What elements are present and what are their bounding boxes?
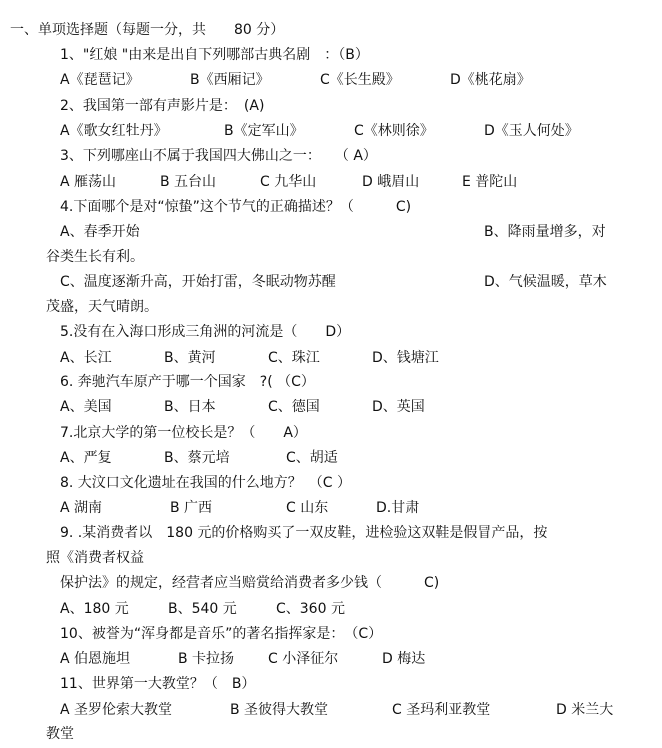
- option-b: B、蔡元培: [164, 450, 230, 466]
- option-d: D、气候温暖，草木: [484, 274, 607, 290]
- option-b: B《西厢记》: [190, 72, 270, 88]
- question-3-stem: 3、下列哪座山不属于我国四大佛山之一： （ A）: [60, 148, 377, 164]
- option-d: D 峨眉山: [362, 174, 420, 190]
- option-d: D.甘肃: [376, 500, 420, 516]
- question-2-stem: 2、我国第一部有声影片是： (A): [60, 98, 265, 114]
- option-c: C、胡适: [286, 450, 338, 466]
- question-7-stem: 7.北京大学的第一位校长是？（ A）: [60, 425, 307, 441]
- option-b: B 卡拉扬: [178, 651, 235, 667]
- option-c: C、德国: [268, 399, 320, 415]
- option-d: D《玉人何处》: [484, 123, 579, 139]
- option-a: A、长江: [60, 350, 112, 366]
- option-b: B《定军山》: [224, 123, 304, 139]
- question-4-option-d-cont: 茂盛，天气晴朗。: [46, 299, 158, 315]
- question-6-stem: 6. 奔驰汽车原产于哪一个国家 ?( （C）: [60, 374, 315, 390]
- option-e: E 普陀山: [462, 174, 518, 190]
- option-c: C《长生殿》: [320, 72, 400, 88]
- option-d: D、英国: [372, 399, 425, 415]
- question-9-stem: 9. .某消费者以 180 元的价格购买了一双皮鞋，进检验这双鞋是假冒产品，按: [60, 525, 548, 541]
- question-11-stem: 11、世界第一大教堂？（ B）: [60, 676, 256, 692]
- option-c: C、珠江: [268, 350, 320, 366]
- option-b: B、日本: [164, 399, 216, 415]
- question-11-option-d-cont: 教堂: [46, 726, 74, 742]
- question-1-stem: 1、"红娘 "由来是出自下列哪部古典名剧 ：（B）: [60, 47, 369, 63]
- question-4-option-b-cont: 谷类生长有利。: [46, 249, 144, 265]
- question-5-stem: 5.没有在入海口形成三角洲的河流是（ D）: [60, 324, 351, 340]
- option-a: A、春季开始: [60, 224, 140, 240]
- section-title: 一、单项选择题（每题一分，共 80 分）: [10, 22, 285, 38]
- option-a: A、180 元: [60, 601, 129, 617]
- option-c: C、360 元: [276, 601, 345, 617]
- option-a: A 圣罗伦索大教堂: [60, 702, 173, 718]
- option-b: B 圣彼得大教堂: [230, 702, 329, 718]
- option-b: B、降雨量增多，对: [484, 224, 606, 240]
- option-c: C、温度逐渐升高，开始打雷，冬眠动物苏醒: [60, 274, 336, 290]
- option-c: C 圣玛利亚教堂: [392, 702, 491, 718]
- question-10-stem: 10、被誉为“浑身都是音乐”的著名指挥家是： （C）: [60, 626, 383, 642]
- question-8-stem: 8. 大汶口文化遗址在我国的什么地方？ （C ）: [60, 475, 352, 491]
- option-b: B 广西: [170, 500, 213, 516]
- option-a: A 伯恩施坦: [60, 651, 131, 667]
- option-b: B、540 元: [168, 601, 237, 617]
- question-4-stem: 4.下面哪个是对“惊蛰”这个节气的正确描述？（ C): [60, 199, 412, 215]
- option-d: D《桃花扇》: [450, 72, 531, 88]
- option-c: C 小泽征尔: [268, 651, 339, 667]
- question-9-stem-cont: 照《消费者权益: [46, 550, 144, 566]
- option-c: C《林则徐》: [354, 123, 434, 139]
- option-d: D 梅达: [382, 651, 426, 667]
- option-a: A、严复: [60, 450, 112, 466]
- option-d: D 米兰大: [556, 702, 614, 718]
- option-b: B、黄河: [164, 350, 216, 366]
- option-a: A《歌女红牡丹》: [60, 123, 168, 139]
- option-a: A 湖南: [60, 500, 103, 516]
- option-c: C 九华山: [260, 174, 317, 190]
- option-b: B 五台山: [160, 174, 217, 190]
- option-c: C 山东: [286, 500, 329, 516]
- option-a: A《琵琶记》: [60, 72, 140, 88]
- option-a: A、美国: [60, 399, 112, 415]
- option-d: D、钱塘江: [372, 350, 439, 366]
- option-a: A 雁荡山: [60, 174, 117, 190]
- question-9-stem-cont: 保护法》的规定，经营者应当赔赏给消费者多少钱（ C): [60, 575, 440, 591]
